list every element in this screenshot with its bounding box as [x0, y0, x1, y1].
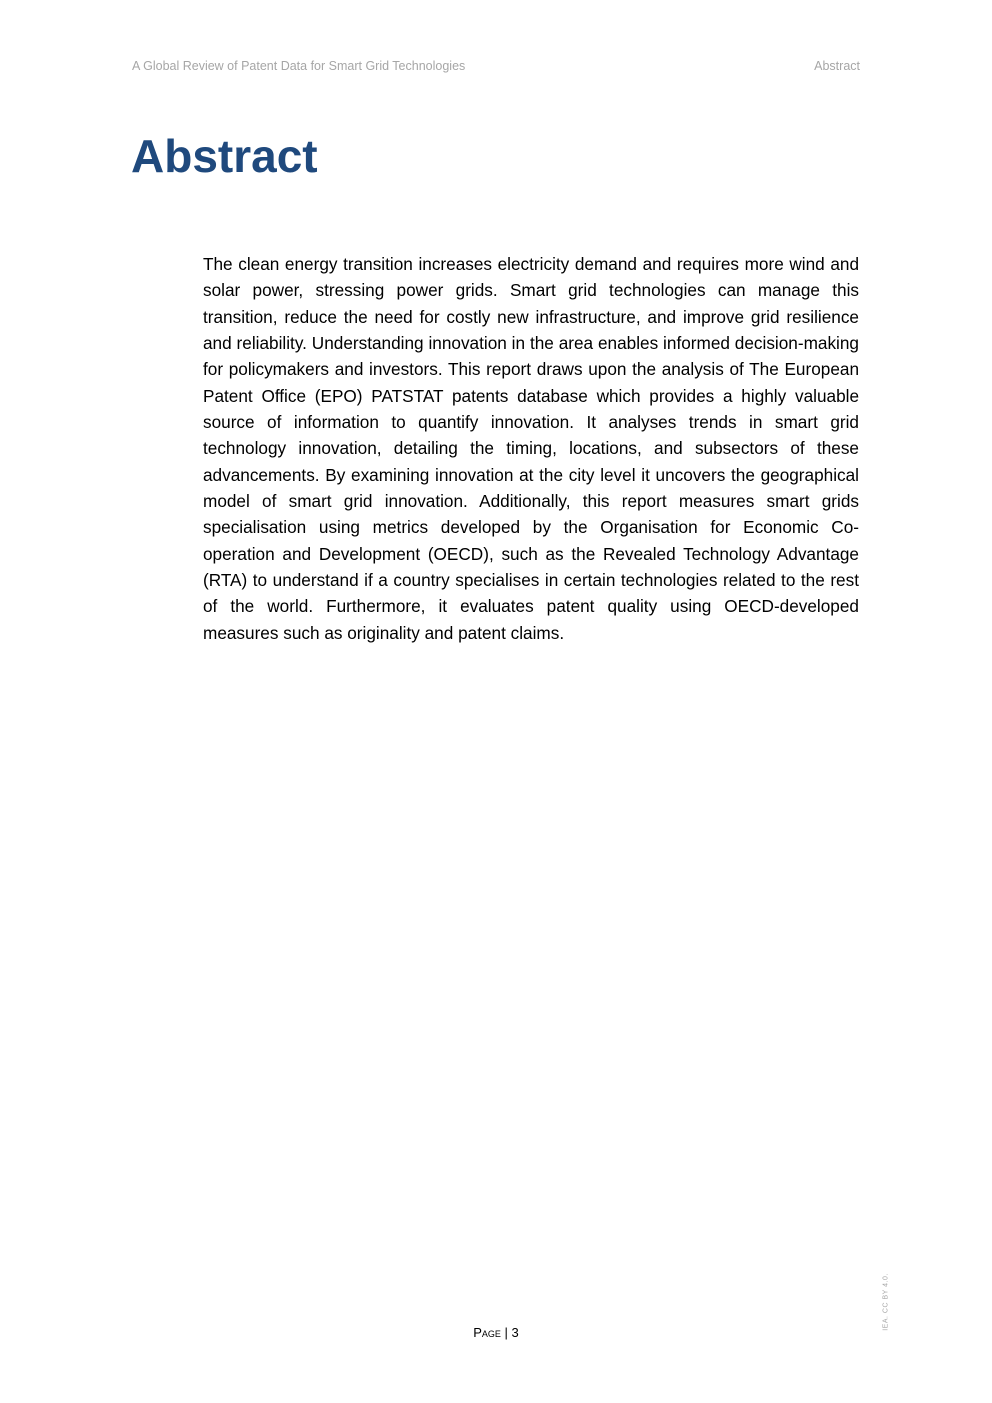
page-separator: |	[500, 1325, 512, 1340]
license-note: IEA. CC BY 4.0.	[882, 1273, 890, 1331]
page-title: Abstract	[131, 130, 318, 182]
abstract-paragraph: The clean energy transition increases electricity demand and requires more wind and solar power, stressing power grids. Smart grid technologies can manage this transition, reduce the need for costly new infrastructure, and improve grid resilience and reliability. Understanding innovation in the area enables informed decision-making for policymakers and investors. This report draws upon the analysis of The European Patent Office (EPO) PATSTAT patents database which provides a highly valuable source of information to quantify innovation. It analyses trends in smart grid technology innovation, detailing the timing, locations, and subsectors of these advancements. By examining innovation at the city level it uncovers the geographical model of smart grid innovation. Additionally, this report measures smart grids specialisation using metrics developed by the Organisation for Economic Co-operation and Development (OECD), such as the Revealed Technology Advantage (RTA) to understand if a country specialises in certain technologies related to the rest of the world. Furthermore, it evaluates patent quality using OECD-developed measures such as originality and patent claims.	[203, 254, 859, 643]
page-footer	[0, 1325, 992, 1340]
page-number: 3	[511, 1325, 519, 1340]
running-header-section: Abstract	[814, 59, 860, 73]
running-header-document-title: A Global Review of Patent Data for Smart Grid Technologies	[132, 59, 466, 73]
page-label: Page	[473, 1325, 501, 1340]
